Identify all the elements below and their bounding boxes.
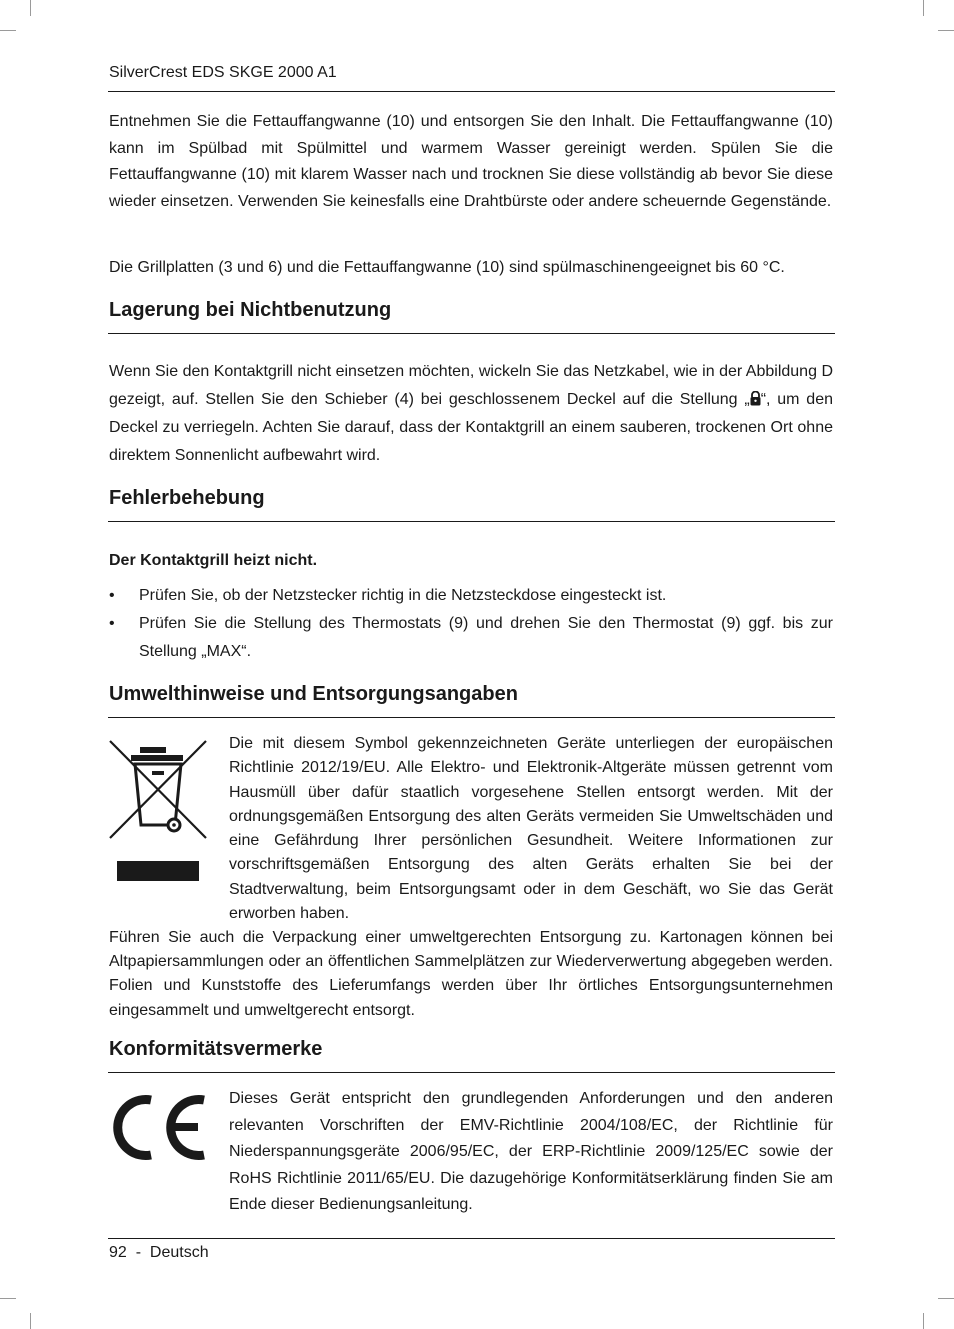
crop-mark xyxy=(30,0,31,16)
weee-text: Die mit diesem Symbol gekennzeichneten Geräte unterliegen der europäischen Richtlinie 2012/19/EU. Alle Elektro- und Elektronik-Altgeräte müssen getrennt vom Hausmüll über dafür staatlich vorgesehene Stellen entsorgt werden. Mit der ordnungsgemäßen Entsorgung des alten Geräts vermeiden Sie Umweltschäden und eine Gefährdung Ihrer persönlichen Gesundheit. Weitere Informationen zur vorschriftsgemäßen Entsorgung des alten Geräts erhalten Sie bei der Stadtverwaltung, beim Entsorgungsamt oder in dem Geschäft, wo Sie das Gerät erworben haben. xyxy=(229,735,833,923)
crop-mark xyxy=(0,30,16,31)
list-item xyxy=(109,610,833,666)
lock-icon xyxy=(750,391,761,406)
storage-heading: Lagerung bei Nichtbenutzung xyxy=(109,299,392,321)
bullet-icon: • xyxy=(109,615,115,632)
storage-rule xyxy=(108,333,835,334)
crop-mark xyxy=(923,1313,924,1329)
conformity-heading: Konformitätsvermerke xyxy=(109,1038,323,1060)
header-rule xyxy=(108,91,835,92)
crop-mark xyxy=(30,1313,31,1329)
storage-text-before: Wenn Sie den Kontaktgrill nicht einsetzen möchten, wickeln Sie das Netzkabel, wie in der Abbildung D gezeigt, auf. Stellen Sie den Schieber (4) bei geschlossenem Deckel auf die Stellung „ xyxy=(109,363,833,408)
crop-mark xyxy=(938,30,954,31)
list-item xyxy=(109,582,833,610)
bullet-icon: • xyxy=(109,587,115,604)
conformity-rule xyxy=(108,1072,835,1073)
cleaning-paragraph-2: Die Grillplatten (3 und 6) und die Fettauffangwanne (10) sind spülmaschinengeeignet bis 60 °C. xyxy=(109,259,785,276)
storage-paragraph xyxy=(109,358,833,470)
storage-text-after: “, um den Deckel zu verriegeln. Achten Sie darauf, dass der Kontaktgrill an einem sauberen, trockenen Ort ohne direktem Sonnenlicht aufbewahrt wird. xyxy=(109,391,833,464)
footer-rule xyxy=(108,1238,835,1239)
list-item-text: Prüfen Sie, ob der Netzstecker richtig in die Netzsteckdose eingesteckt ist. xyxy=(139,587,667,604)
ce-mark-icon xyxy=(108,1090,208,1165)
problem-heading: Der Kontaktgrill heizt nicht. xyxy=(109,552,318,569)
page-footer: 92 - Deutsch xyxy=(109,1244,209,1261)
running-header: SilverCrest EDS SKGE 2000 A1 xyxy=(109,64,337,81)
troubleshooting-heading: Fehlerbehebung xyxy=(109,487,265,509)
packaging-paragraph: Führen Sie auch die Verpackung einer umweltgerechten Entsorgung zu. Kartonagen können bei Altpapiersammlungen oder an öffentlichen Sammelplätzen zur Wiederverwertung abgegeben werden. Folien und Kunststoffe des Lieferumfangs werden über Ihr örtliches Entsorgungsunternehmen eingesammelt und umweltgerecht entsorgt. xyxy=(109,929,833,1019)
crop-mark xyxy=(923,0,924,16)
crossed-out-bin-icon xyxy=(108,738,208,884)
environment-rule xyxy=(108,717,835,718)
crop-mark xyxy=(938,1298,954,1299)
conformity-text: Dieses Gerät entspricht den grundlegenden Anforderungen und den anderen relevanten Vorschriften der EMV-Richtlinie 2004/108/EC, der Richtlinie für Niederspannungsgeräte 2006/95/EC, der ERP-Richtlinie 2009/125/EC sowie der RoHS Richtlinie 2011/65/EU. Die dazugehörige Konformitätserklärung finden Sie am Ende dieser Bedienungsanleitung. xyxy=(229,1090,833,1214)
crop-mark xyxy=(0,1298,16,1299)
environment-heading: Umwelthinweise und Entsorgungsangaben xyxy=(109,683,518,705)
list-item-text: Prüfen Sie die Stellung des Thermostats (9) und drehen Sie den Thermostat (9) ggf. bis zur Stellung „MAX“. xyxy=(139,615,833,660)
troubleshooting-rule xyxy=(108,521,835,522)
cleaning-paragraph-1: Entnehmen Sie die Fettauffangwanne (10) und entsorgen Sie den Inhalt. Die Fettauffangwanne (10) kann im Spülbad mit Spülmittel und warmem Wasser gereinigt werden. Spülen Sie die Fettauffangwanne (10) mit klarem Wasser nach und trocknen Sie diese vollständig ab bevor Sie diese wieder einsetzen. Verwenden Sie keinesfalls eine Drahtbürste oder andere scheuernde Gegenstände. xyxy=(109,113,833,210)
